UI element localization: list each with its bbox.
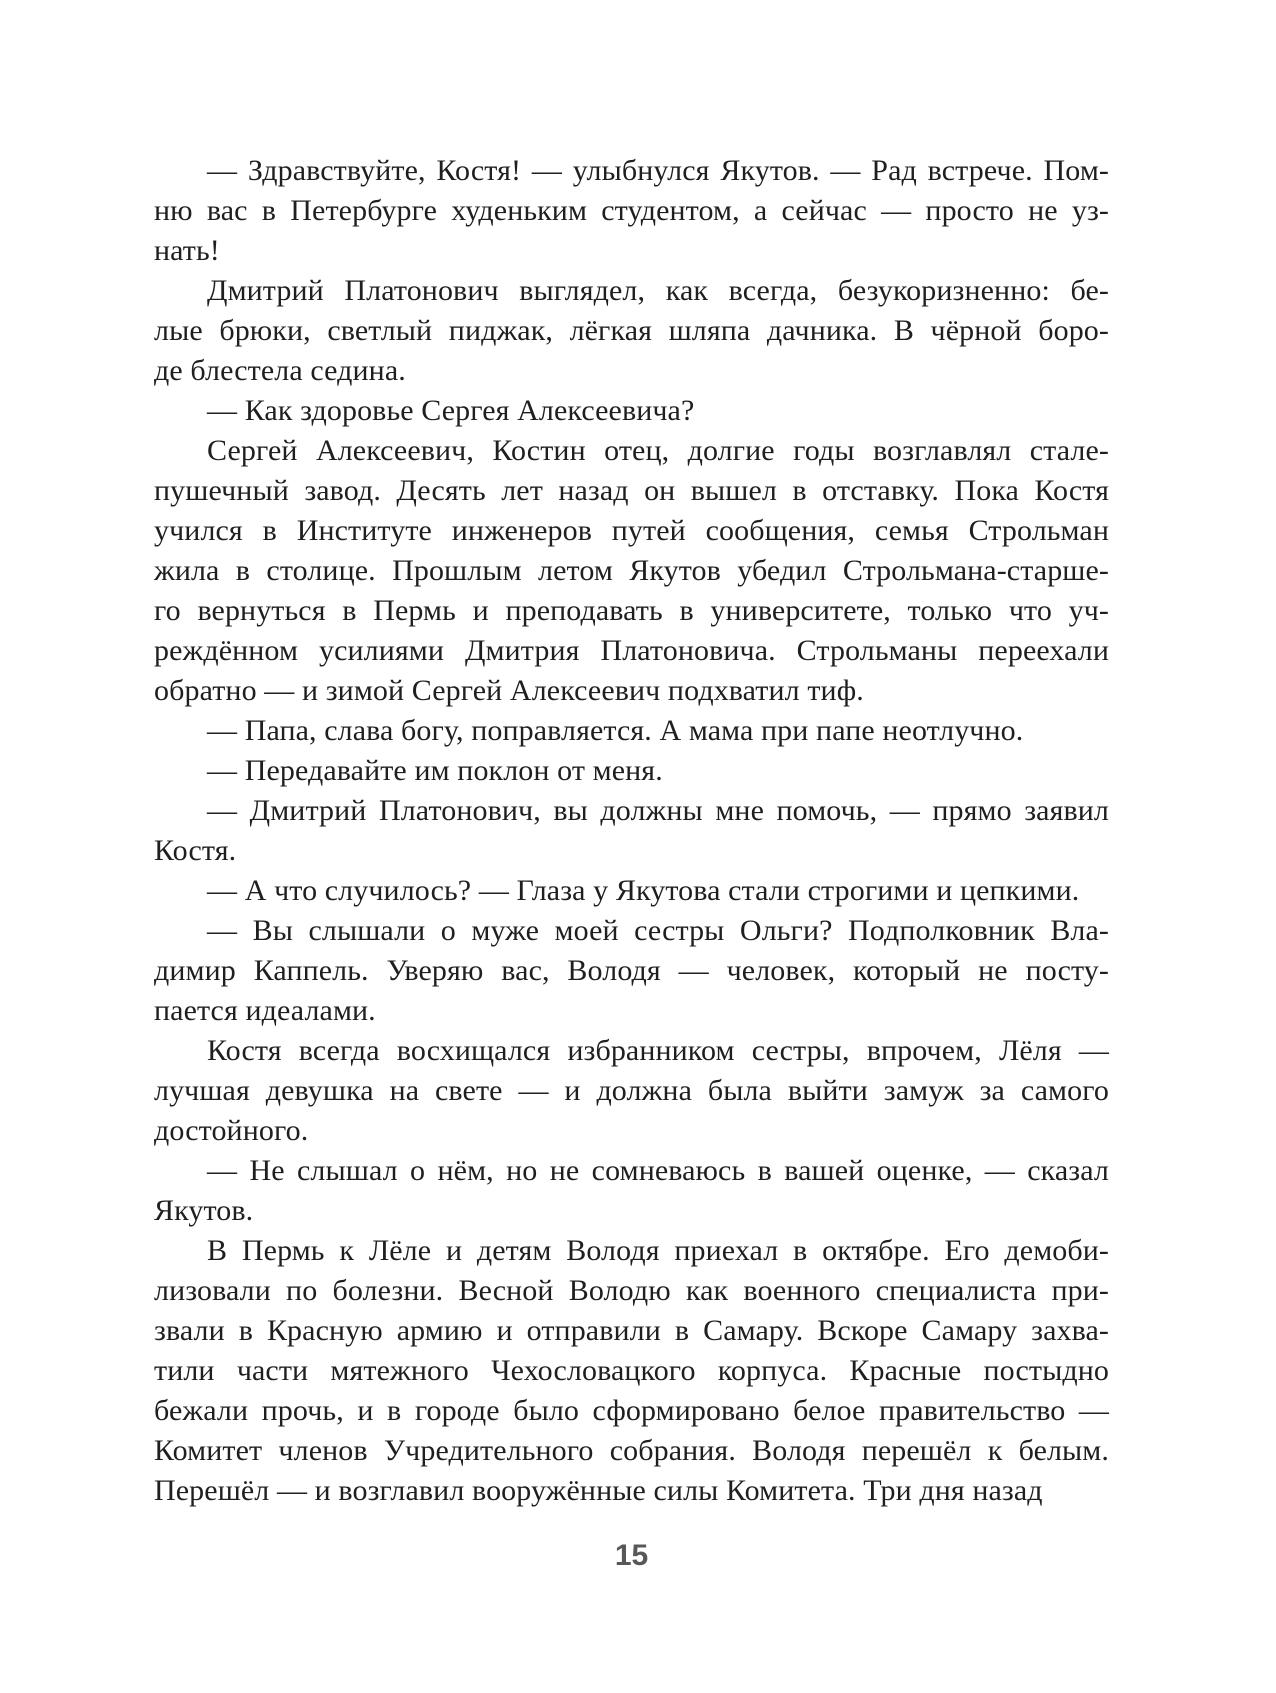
text-line: бежали прочь, и в городе было сформировано белое правительство — (154, 1394, 1109, 1427)
text-line: жила в столице. Прошлым летом Якутов убедил Строльмана-старше- (154, 554, 1109, 587)
text-line: — Не слышал о нём, но не сомневаюсь в вашей оценке, — сказал (207, 1154, 1109, 1187)
text-line: учился в Институте инженеров путей сообщения, семья Строльман (154, 514, 1109, 547)
text-line: — А что случилось? — Глаза у Якутова стали строгими и цепкими. (207, 874, 1080, 907)
text-line: Перешёл — и возглавил вооружённые силы Комитета. Три дня назад (154, 1474, 1043, 1507)
text-line: лизовали по болезни. Весной Володю как военного специалиста при- (154, 1274, 1109, 1307)
text-line: — Папа, слава богу, поправляется. А мама при папе неотлучно. (207, 714, 1024, 747)
text-line: Костя всегда восхищался избранником сестры, впрочем, Лёля — (207, 1034, 1109, 1067)
text-line: Комитет членов Учредительного собрания. Володя перешёл к белым. (154, 1434, 1109, 1467)
text-line: Костя. (154, 834, 237, 867)
text-line: го вернуться в Пермь и преподавать в университете, только что уч- (154, 594, 1109, 627)
text-line: реждённом усилиями Дмитрия Платоновича. Строльманы переехали (154, 634, 1109, 667)
page-number: 15 (614, 1539, 649, 1572)
text-line: лучшая девушка на свете — и должна была выйти замуж за самого (154, 1074, 1109, 1107)
text-line: — Передавайте им поклон от меня. (207, 754, 663, 787)
text-line: димир Каппель. Уверяю вас, Володя — человек, который не посту- (154, 954, 1109, 987)
text-line: обратно — и зимой Сергей Алексеевич подхватил тиф. (154, 674, 864, 707)
text-line: тили части мятежного Чехословацкого корпуса. Красные постыдно (154, 1354, 1109, 1387)
text-line: — Здравствуйте, Костя! — улыбнулся Якутов. — Рад встрече. Пом- (207, 154, 1109, 187)
text-line: пается идеалами. (154, 994, 376, 1027)
text-line: нать! (154, 234, 220, 267)
text-line: — Вы слышали о муже моей сестры Ольги? Подполковник Вла- (207, 914, 1109, 947)
text-line: звали в Красную армию и отправили в Самару. Вскоре Самару захва- (154, 1314, 1109, 1347)
text-line: — Дмитрий Платонович, вы должны мне помочь, — прямо заявил (207, 794, 1109, 827)
page-text (154, 151, 1109, 1511)
text-line: де блестела седина. (154, 354, 406, 387)
text-line: Якутов. (154, 1194, 254, 1227)
text-line: достойного. (154, 1114, 309, 1147)
text-line: — Как здоровье Сергея Алексеевича? (207, 394, 695, 427)
text-line: В Пермь к Лёле и детям Володя приехал в октябре. Его демоби- (207, 1234, 1109, 1267)
text-line: ню вас в Петербурге худеньким студентом, а сейчас — просто не уз- (154, 194, 1109, 227)
text-line: Сергей Алексеевич, Костин отец, долгие годы возглавлял стале- (207, 434, 1109, 467)
text-line: лые брюки, светлый пиджак, лёгкая шляпа дачника. В чёрной боро- (154, 314, 1109, 347)
text-line: Дмитрий Платонович выглядел, как всегда, безукоризненно: бе- (207, 274, 1109, 307)
text-line: пушечный завод. Десять лет назад он вышел в отставку. Пока Костя (154, 474, 1109, 507)
